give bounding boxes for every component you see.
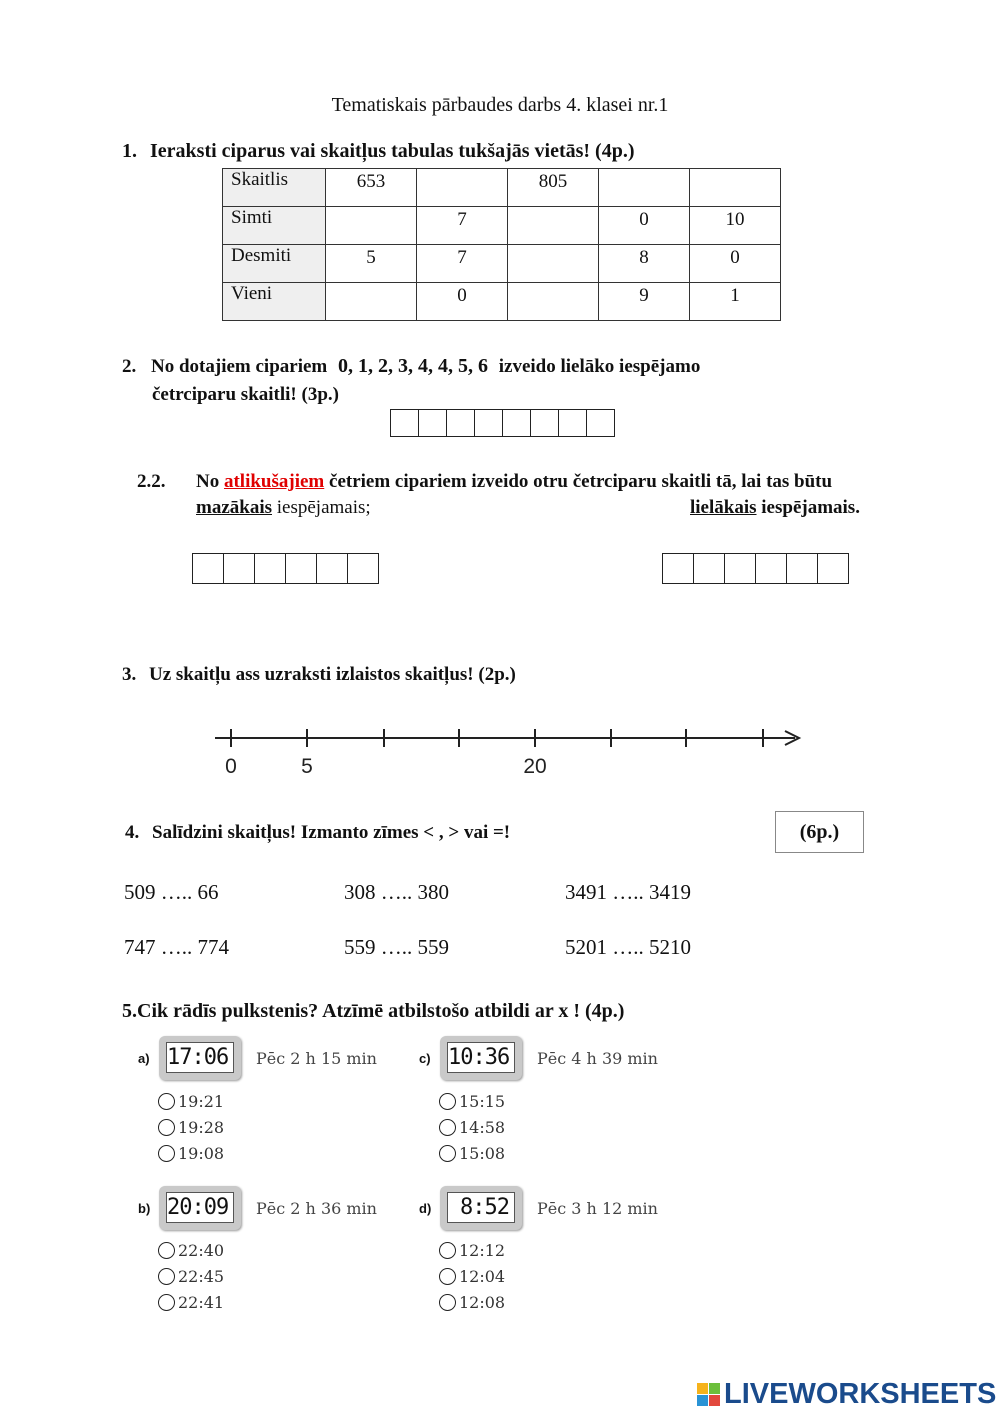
- digit-box[interactable]: [254, 553, 285, 584]
- option-label: 19:28: [178, 1118, 225, 1137]
- option-label: 12:12: [459, 1241, 506, 1260]
- clock-letter: b): [138, 1201, 151, 1216]
- radio-button[interactable]: [158, 1093, 175, 1110]
- answer-cell[interactable]: [690, 169, 781, 207]
- q22-red-word: atlikušajiem: [223, 471, 325, 492]
- q22-smallest-label: [196, 497, 371, 519]
- digit-box[interactable]: [390, 409, 418, 437]
- q2-line2: četrciparu skaitli! (3p.): [152, 384, 339, 405]
- clock-letter: a): [138, 1051, 150, 1066]
- table-row: [223, 169, 781, 207]
- row-label: Skaitlis: [223, 169, 326, 207]
- radio-button[interactable]: [439, 1242, 456, 1259]
- q2-number: 2.: [122, 356, 137, 377]
- row-label: Desmiti: [223, 245, 326, 283]
- row-label: Simti: [223, 207, 326, 245]
- digit-box[interactable]: [724, 553, 755, 584]
- compare-item[interactable]: 308 ….. 380: [344, 880, 449, 904]
- answer-input[interactable]: [417, 169, 507, 205]
- liveworksheets-logo-icon: [697, 1383, 720, 1406]
- smallest-rest: iespējamais;: [276, 497, 371, 518]
- table-cell: 0: [417, 283, 508, 321]
- answer-input[interactable]: [508, 283, 598, 319]
- answer-input[interactable]: [326, 207, 416, 243]
- option: [158, 1241, 224, 1260]
- q3-number: 3.: [122, 664, 137, 685]
- digit-box[interactable]: [755, 553, 786, 584]
- digit-box[interactable]: [558, 409, 586, 437]
- q4-number: 4.: [125, 822, 140, 843]
- option-label: 22:40: [178, 1241, 225, 1260]
- largest-rest: iespējamais.: [761, 497, 860, 518]
- table-row: [223, 283, 781, 321]
- digit-box[interactable]: [316, 553, 347, 584]
- option: [158, 1293, 224, 1312]
- table-cell: 7: [417, 207, 508, 245]
- table-cell: 805: [508, 169, 599, 207]
- q4-heading: [125, 822, 510, 844]
- table-cell: 653: [326, 169, 417, 207]
- q22-pre: No: [196, 471, 220, 492]
- q2-heading: [122, 355, 700, 378]
- option: [439, 1092, 505, 1111]
- q4-points-box: (6p.): [775, 811, 864, 853]
- answer-cell[interactable]: [508, 207, 599, 245]
- compare-item[interactable]: 3491 ….. 3419: [565, 880, 691, 904]
- answer-cell[interactable]: [326, 283, 417, 321]
- radio-button[interactable]: [158, 1145, 175, 1162]
- clock-time: 17:06: [166, 1042, 234, 1073]
- tick-label: 0: [225, 755, 237, 778]
- option: [158, 1267, 224, 1286]
- radio-button[interactable]: [158, 1242, 175, 1259]
- compare-item[interactable]: 747 ….. 774: [124, 935, 229, 959]
- time-offset: Pēc 3 h 12 min: [537, 1199, 658, 1218]
- q2-answer-boxes: [390, 409, 615, 437]
- option: [439, 1144, 505, 1163]
- row-label: Vieni: [223, 283, 326, 321]
- answer-cell[interactable]: [326, 207, 417, 245]
- compare-item[interactable]: 559 ….. 559: [344, 935, 449, 959]
- digit-box[interactable]: [192, 553, 223, 584]
- option: [158, 1092, 224, 1111]
- option-label: 15:15: [459, 1092, 506, 1111]
- table-cell: 1: [690, 283, 781, 321]
- clock-letter: d): [419, 1201, 432, 1216]
- answer-cell[interactable]: [417, 169, 508, 207]
- time-offset: Pēc 2 h 15 min: [256, 1049, 377, 1068]
- time-offset: Pēc 4 h 39 min: [537, 1049, 658, 1068]
- option: [158, 1118, 224, 1137]
- digit-box[interactable]: [786, 553, 817, 584]
- place-value-table: [222, 168, 781, 321]
- clock-time: 8:52: [447, 1192, 515, 1223]
- digit-box[interactable]: [474, 409, 502, 437]
- q5-heading: 5.Cik rādīs pulkstenis? Atzīmē atbilstošo atbildi ar x ! (4p.): [122, 1000, 625, 1022]
- digit-box[interactable]: [223, 553, 254, 584]
- q2-text-a: No dotajiem cipariem: [151, 356, 328, 377]
- tick-label: 20: [523, 755, 547, 778]
- table-row: [223, 245, 781, 283]
- worksheet-title: Tematiskais pārbaudes darbs 4. klasei nr.1: [331, 94, 669, 116]
- answer-input[interactable]: [508, 245, 598, 281]
- tick-label: 5: [301, 755, 313, 778]
- answer-input[interactable]: [599, 169, 689, 205]
- table-cell: 0: [599, 207, 690, 245]
- digital-clock-icon: [440, 1036, 522, 1080]
- option-label: 14:58: [459, 1118, 506, 1137]
- radio-button[interactable]: [439, 1093, 456, 1110]
- smallest-word: mazākais: [196, 497, 272, 518]
- clock-time: 10:36: [447, 1042, 515, 1073]
- largest-word: lielākais: [690, 497, 757, 518]
- digital-clock-icon: [159, 1036, 241, 1080]
- q22-largest-label: [690, 497, 860, 519]
- answer-input[interactable]: [690, 169, 780, 205]
- q2-text-b: izveido lielāko iespējamo: [498, 356, 701, 377]
- digit-box[interactable]: [446, 409, 474, 437]
- answer-input[interactable]: [326, 283, 416, 319]
- compare-item[interactable]: 5201 ….. 5210: [565, 935, 691, 959]
- q1-text: Ieraksti ciparus vai skaitļus tabulas tukšajās vietās! (4p.): [150, 140, 635, 162]
- q3-heading: [122, 664, 516, 686]
- watermark-text: LIVEWORKSHEETS: [724, 1378, 997, 1410]
- option: [439, 1241, 505, 1260]
- radio-button[interactable]: [158, 1268, 175, 1285]
- number-line: [205, 718, 805, 788]
- option: [439, 1118, 505, 1137]
- option-label: 22:41: [178, 1293, 225, 1312]
- table-cell: 5: [326, 245, 417, 283]
- digit-box[interactable]: [817, 553, 849, 584]
- option-label: 19:08: [178, 1144, 225, 1163]
- clock-time: 20:09: [166, 1192, 234, 1223]
- radio-button[interactable]: [158, 1119, 175, 1136]
- digit-box[interactable]: [586, 409, 615, 437]
- digit-box[interactable]: [347, 553, 379, 584]
- option-label: 12:04: [459, 1267, 506, 1286]
- q4-text: Salīdzini skaitļus! Izmanto zīmes < , > vai =!: [152, 822, 511, 843]
- table-cell: 8: [599, 245, 690, 283]
- answer-cell[interactable]: [508, 283, 599, 321]
- digital-clock-icon: [159, 1186, 241, 1230]
- q22-post: četriem cipariem izveido otru četrciparu skaitli tā, lai tas būtu: [329, 471, 833, 492]
- digit-box[interactable]: [418, 409, 446, 437]
- option: [439, 1267, 505, 1286]
- answer-cell[interactable]: [599, 169, 690, 207]
- digit-box[interactable]: [285, 553, 316, 584]
- table-cell: 9: [599, 283, 690, 321]
- option: [158, 1144, 224, 1163]
- radio-button[interactable]: [439, 1145, 456, 1162]
- time-offset: Pēc 2 h 36 min: [256, 1199, 377, 1218]
- radio-button[interactable]: [439, 1268, 456, 1285]
- option-label: 22:45: [178, 1267, 225, 1286]
- q22-smallest-boxes: [192, 553, 379, 584]
- digital-clock-icon: [440, 1186, 522, 1230]
- q22-number: 2.2.: [137, 471, 166, 492]
- compare-item[interactable]: 509 ….. 66: [124, 880, 219, 904]
- radio-button[interactable]: [439, 1119, 456, 1136]
- digit-box[interactable]: [662, 553, 693, 584]
- q2-digits: 0, 1, 2, 3, 4, 4, 5, 6: [337, 355, 488, 377]
- q3-text: Uz skaitļu ass uzraksti izlaistos skaitļus! (2p.): [149, 664, 516, 685]
- digit-box[interactable]: [693, 553, 724, 584]
- option-label: 15:08: [459, 1144, 506, 1163]
- q22-line1: [196, 471, 832, 493]
- table-cell: 0: [690, 245, 781, 283]
- option-label: 19:21: [178, 1092, 225, 1111]
- radio-button[interactable]: [439, 1294, 456, 1311]
- q1-heading: [122, 140, 635, 163]
- radio-button[interactable]: [158, 1294, 175, 1311]
- option: [439, 1293, 505, 1312]
- digit-box[interactable]: [530, 409, 558, 437]
- table-cell: 7: [417, 245, 508, 283]
- table-cell: 10: [690, 207, 781, 245]
- clock-letter: c): [419, 1051, 431, 1066]
- digit-box[interactable]: [502, 409, 530, 437]
- q22-largest-boxes: [662, 553, 849, 584]
- liveworksheets-watermark: [697, 1378, 996, 1411]
- option-label: 12:08: [459, 1293, 506, 1312]
- table-row: [223, 207, 781, 245]
- answer-input[interactable]: [508, 207, 598, 243]
- answer-cell[interactable]: [508, 245, 599, 283]
- q1-number: 1.: [122, 140, 137, 162]
